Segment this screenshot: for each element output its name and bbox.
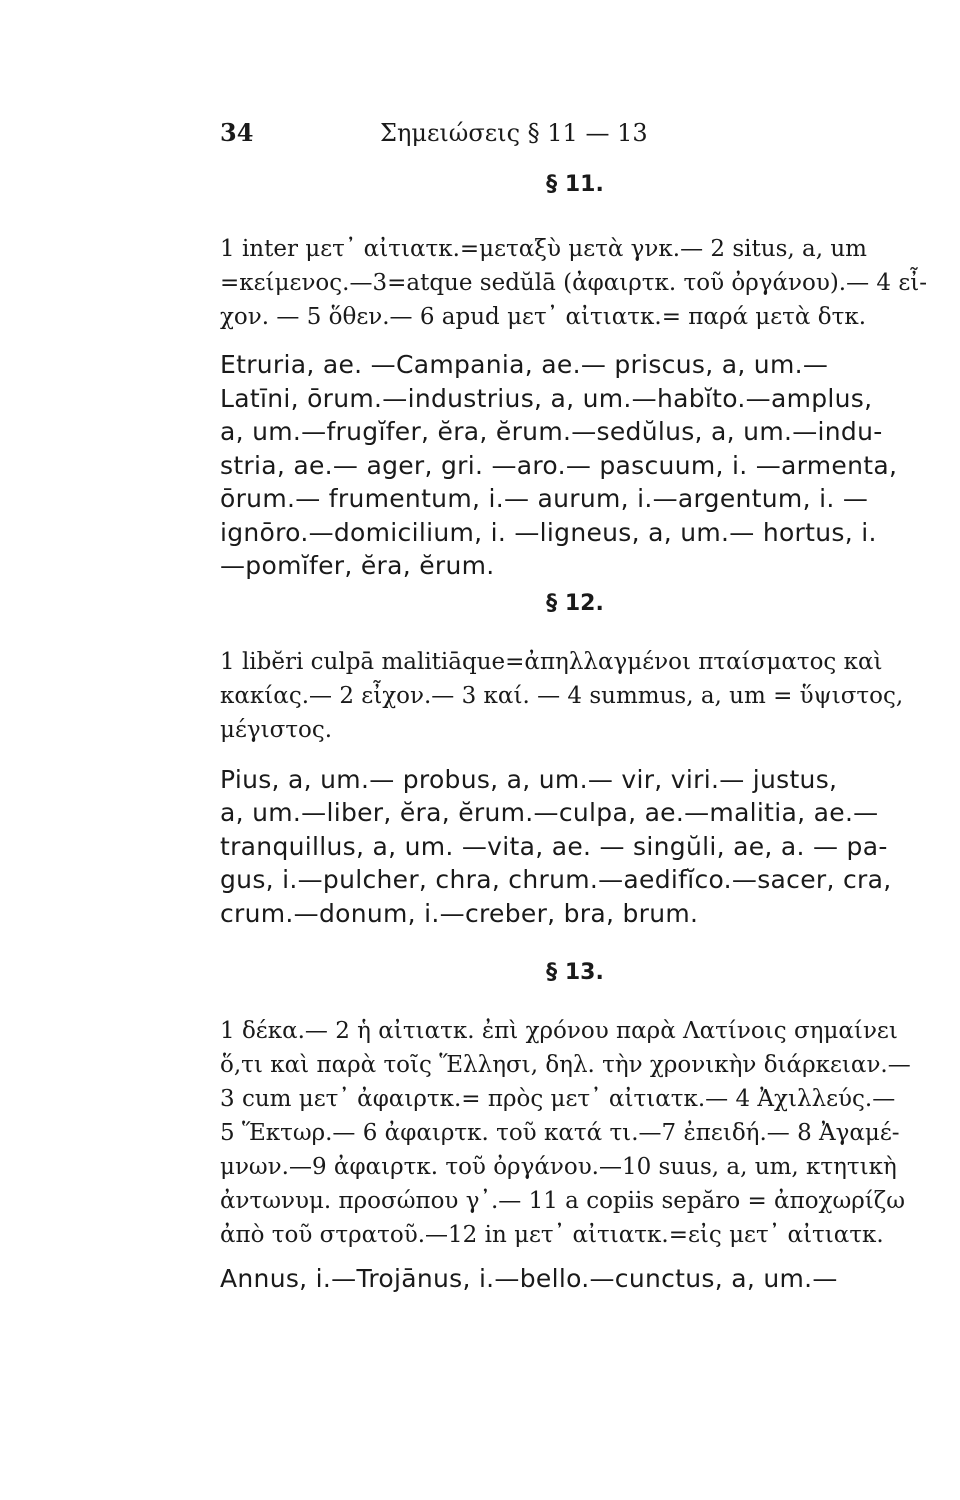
vocab-line: Latīni, ōrum.—industrius, a, um.—habĭto.—amplus, [220, 383, 873, 413]
note-line: ἀντωνυμ. προσώπου γ᾿.— 11 a copiis sepăro = ἀποχωρίζω [220, 1188, 906, 1214]
vocab-line: a, um.—frugĭfer, ĕra, ĕrum.—sedŭlus, a, um.—indu- [220, 417, 883, 446]
notes-section-13 [220, 1014, 930, 1252]
note-line: μέγιστος. [220, 716, 333, 743]
vocab-line: Etruria, ae. —Campania, ae.— priscus, a, um.— [220, 350, 829, 379]
section-heading-13: § 13. [546, 960, 604, 985]
page-number: 34 [220, 118, 254, 147]
vocab-line: Annus, i.—Trojānus, i.—bello.—cunctus, a, um.— [220, 1264, 838, 1293]
vocab-line: —pomĭfer, ĕra, ĕrum. [220, 551, 495, 580]
vocab-section-12 [220, 763, 930, 931]
running-header [220, 118, 930, 152]
vocab-line: gus, i.—pulcher, chra, chrum.—aedifĭco.—sacer, cra, [220, 865, 892, 894]
note-line: 1 inter μετ᾿ αἰτιατκ.=μεταξὺ μετὰ γνκ.— 2 situs, a, um [220, 236, 867, 262]
vocab-line: Pius, a, um.— probus, a, um.— vir, viri.— justus, [220, 764, 838, 794]
note-line: ὅ,τι καὶ παρὰ τοῖς Ἕλλησι, δηλ. τὴν χρονικὴν διάρκειαν.— [220, 1052, 911, 1078]
note-line: 5 Ἕκτωρ.— 6 ἀφαιρτκ. τοῦ κατά τι.—7 ἐπειδή.— 8 Ἀγαμέ- [220, 1120, 900, 1146]
note-line: 1 δέκα.— 2 ἡ αἰτιατκ. ἐπὶ χρόνου παρὰ Λατίνοις σημαίνει [220, 1018, 898, 1044]
note-line: χον. — 5 ὅθεν.— 6 apud μετ᾿ αἰτιατκ.= παρά μετὰ δτκ. [220, 304, 866, 330]
vocab-line: tranquillus, a, um. —vita, ae. — singŭli, ae, a. — pa- [220, 831, 888, 861]
note-line: 3 cum μετ᾿ ἀφαιρτκ.= πρὸς μετ᾿ αἰτιατκ.— 4 Ἀχιλλεύς.— [220, 1086, 896, 1112]
vocab-line: crum.—donum, i.—creber, bra, brum. [220, 898, 699, 928]
vocab-line: ignōro.—domicilium, i. —ligneus, a, um.— hortus, i. [220, 517, 877, 547]
notes-section-12 [220, 645, 930, 747]
section-heading-11: § 11. [546, 172, 604, 197]
vocab-line: stria, ae.— ager, gri. —aro.— pascuum, i. —armenta, [220, 450, 898, 480]
vocab-section-13 [220, 1262, 930, 1296]
section-heading-12: § 12. [546, 590, 604, 616]
note-line: ἀπὸ τοῦ στρατοῦ.—12 in μετ᾿ αἰτιατκ.=εἰς μετ᾿ αἰτιατκ. [220, 1222, 884, 1248]
vocab-line: a, um.—liber, ĕra, ĕrum.—culpa, ae.—malitia, ae.— [220, 798, 879, 827]
note-line: =κείμενος.—3=atque sedŭlā (ἀφαιρτκ. τοῦ ὀργάνου).— 4 εἶ- [220, 270, 928, 296]
vocab-section-11 [220, 348, 930, 583]
note-line: μνων.—9 ἀφαιρτκ. τοῦ ὀργάνου.—10 suus, a, um, κτητικὴ [220, 1154, 897, 1180]
note-line: 1 libĕri culpā malitiāque=ἀπηλλαγμένοι πταίσματος καὶ [220, 648, 883, 675]
vocab-line: ōrum.— frumentum, i.— aurum, i.—argentum, i. — [220, 484, 869, 513]
notes-section-11 [220, 232, 930, 334]
note-line: κακίας.— 2 εἶχον.— 3 καί. — 4 summus, a, um = ὕψιστος, [220, 682, 904, 709]
running-title: Σημειώσεις § 11 — 13 [380, 119, 648, 147]
